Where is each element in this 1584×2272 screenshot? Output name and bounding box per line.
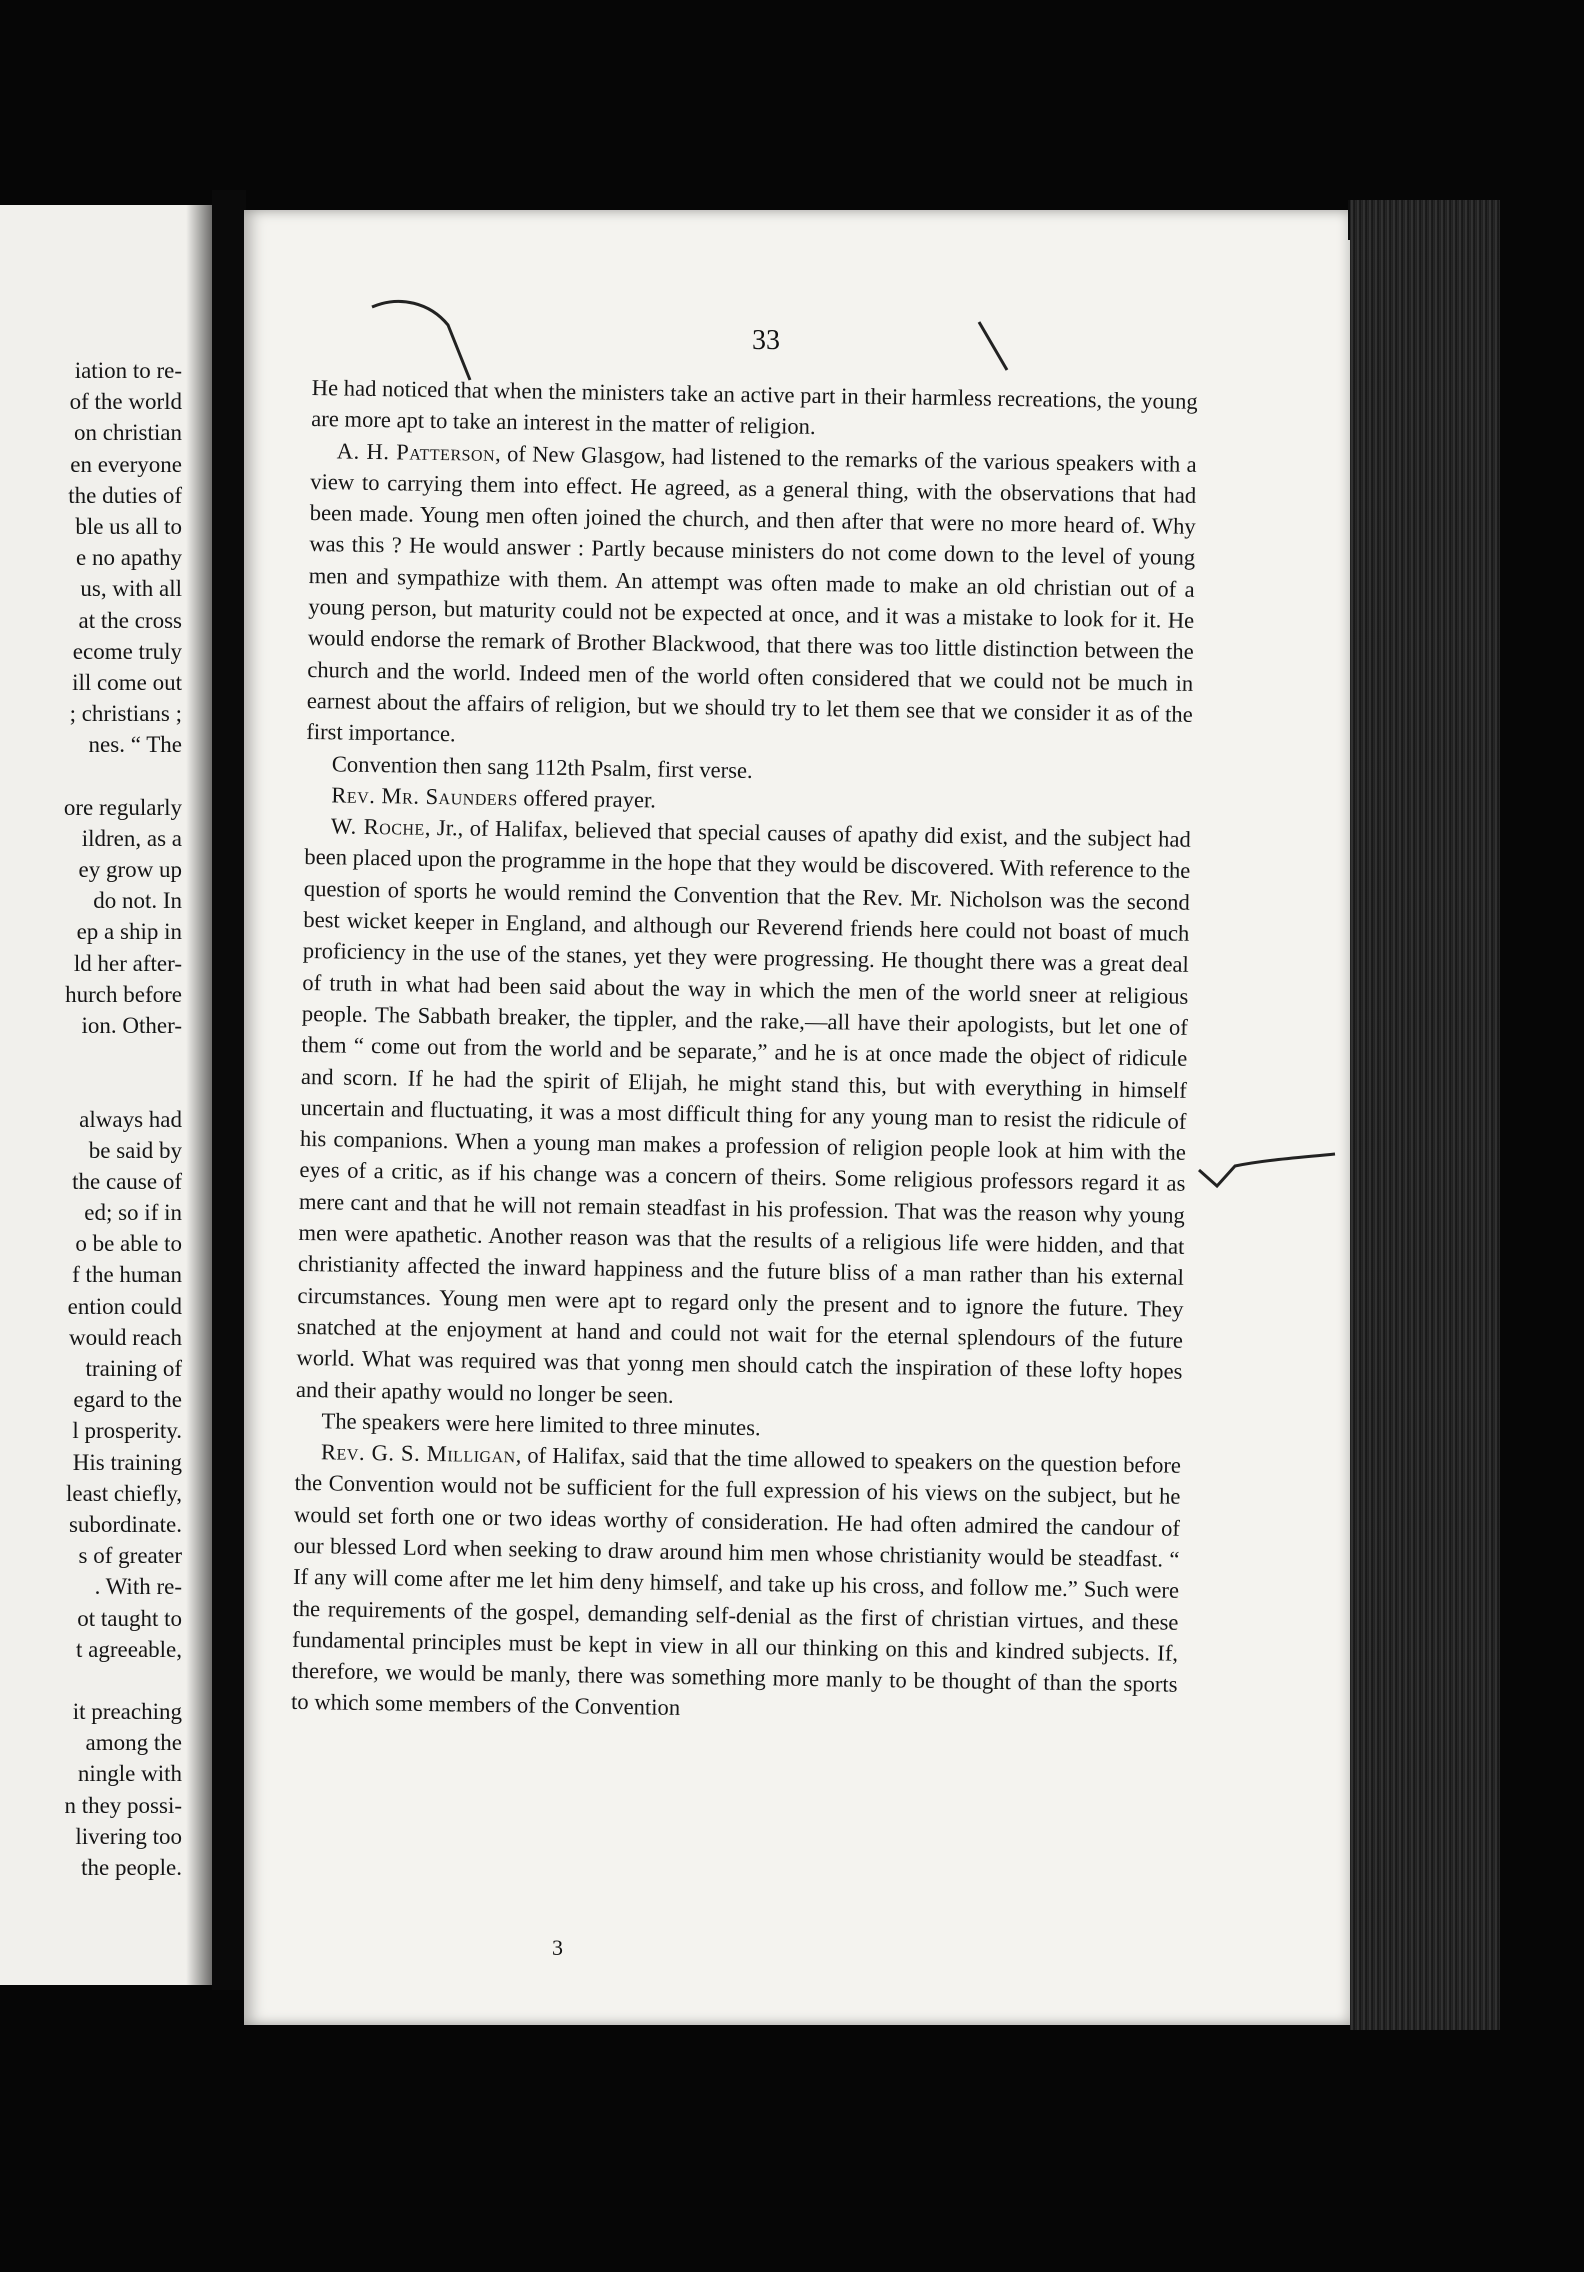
left-page-line: subordinate.: [68, 1511, 182, 1537]
left-page-line: f the human: [72, 1262, 182, 1288]
paragraph-text: , Jr., of Halifax, believed that special causes of apathy did exist, and the subject had been placed upon the programme in the hope that they would be discovered. With reference to the question of sports he would remind the Convention that the Rev. Mr. Nicholson was the second best wicket keeper in England, and although our Reverend friends here could not boast of much proficiency in the use of the stanes, yet they were progressing. He thought there was a great deal of truth in what had been said about the way in which the men of the world sneer at religious people. The Sabbath breaker, the tippler, and the rake,—all have their apologists, but let one of them “ come out from the world and be separate,” and he is at once made the object of ridicule and scorn. If he had the spirit of Elijah, he might stand this, but with everything in himself uncertain and fluctuating, it was a most difficult thing for any young man to resist the ridicule of his companions. When a young man makes a profession of religion people look at him with the eyes of a critic, as if his change was a concern of theirs. Some religious professors regard it as mere cant and that he will not remain steadfast in his profession. That was the reason why young men were apathetic. Another reason was that the results of a religious life were hidden, and that christianity affected the inward happiness and the future bliss of a man rather than his external circumstances. Young men were apt to regard only the present and to ignore the future. They snatched at the enjoyment at hand and could not wait for the eternal splendours of the future world. What was required was that yonng men should catch the inspiration of these lofty hopes and their apathy would no longer be seen.: [295, 814, 1191, 1408]
left-page-line: among the: [85, 1730, 182, 1756]
left-page-line: hurch before: [65, 981, 182, 1007]
left-page-line: at the cross: [78, 607, 182, 633]
left-page-line: t agreeable,: [76, 1636, 182, 1662]
paragraph-text: offered prayer.: [517, 785, 657, 813]
left-page-line: n they possi-: [64, 1792, 182, 1818]
left-page-line: us, with all: [80, 576, 182, 602]
left-page-line: egard to the: [73, 1387, 182, 1413]
left-page-line: ep a ship in: [76, 919, 182, 945]
page-number: 33: [752, 325, 780, 356]
left-page-line: [0, 1665, 182, 1696]
left-page-line: the people.: [81, 1855, 182, 1880]
left-page-line: ill come out: [72, 669, 182, 695]
left-page-line: ot taught to: [77, 1605, 182, 1631]
left-page-line: livering too: [75, 1823, 182, 1849]
left-page-line: ention could: [67, 1293, 182, 1319]
left-page-line: training of: [85, 1356, 182, 1381]
book-spine-gap: [212, 190, 246, 1990]
left-page-line: it preaching: [72, 1699, 182, 1725]
paragraph-text: , of New Glasgow, had listened to the remarks of the various speakers with a view to carrying them into effect. He agreed, as a general thing, with the observations that had been made. Young men often joined the church, and then after that were no more heard of. Why was this ? He would answer : Partly because ministers do not come down to the level of young men and sympathize with them. An attempt was often made to make an old christian out of a young person, but maturity could not be expected at once, and it was a mistake to look for it. He would endorse the remark of Brother Blackwood, that there was too little distinction between the church and the world. Indeed men of the world often considered that we could not be much in earnest about the affairs of religion, but we should try to let them see that we consider it as of the first importance.: [306, 440, 1197, 747]
speaker-name: W. Roche: [330, 813, 426, 840]
paragraph: [306, 435, 1197, 762]
left-page-line: ble us all to: [75, 513, 182, 539]
left-page-line: on christian: [74, 420, 182, 446]
left-page-line: ecome truly: [72, 638, 182, 664]
left-page-line: l prosperity.: [72, 1418, 182, 1444]
left-page-line: [0, 1072, 182, 1103]
left-page-line: ion. Other-: [81, 1012, 182, 1038]
left-page-line: o be able to: [75, 1231, 182, 1257]
pencil-mark-top-right: [975, 318, 1015, 378]
left-page-line: would reach: [68, 1324, 182, 1350]
left-page-line: s of greater: [78, 1543, 182, 1569]
left-page-line: ildren, as a: [81, 825, 182, 851]
left-page-line: e no apathy: [75, 545, 182, 571]
body-text: [291, 372, 1198, 1732]
left-page-line: en everyone: [70, 451, 182, 477]
signature-mark: 3: [552, 1935, 563, 1960]
left-page-line: least chiefly,: [65, 1480, 182, 1506]
paragraph-text: Convention then sang 112th Psalm, first verse.: [331, 750, 753, 783]
left-page-line: ningle with: [77, 1761, 182, 1787]
left-page-line: His training: [72, 1449, 182, 1475]
left-page-text: [0, 355, 182, 1883]
left-page-line: the cause of: [72, 1168, 182, 1194]
left-page-line: do not. In: [93, 888, 182, 914]
left-page-line: always had: [79, 1106, 182, 1132]
left-page-line: . With re-: [94, 1574, 182, 1600]
left-page-line: nes. “ The: [88, 732, 182, 758]
left-page-line: ed; so if in: [84, 1200, 182, 1226]
left-page-line: be said by: [88, 1137, 182, 1163]
gutter-shadow: [186, 205, 212, 1985]
left-page-line: ore regularly: [63, 794, 182, 820]
speaker-name: Rev. G. S. Milligan: [320, 1439, 516, 1468]
paragraph: [296, 810, 1191, 1418]
left-page-line: iation to re-: [74, 358, 182, 383]
left-facing-page: [0, 205, 212, 1985]
pencil-mark-margin: [1195, 1140, 1345, 1190]
paragraph-text: , of Halifax, said that the time allowed to speakers on the question before the Convention would not be sufficient for the full expression of his views on the subject, but he would set forth one or two ideas worthy of consideration. He had often admired the candour of our blessed Lord when seeking to draw around him men whose christianity would be steadfast. “ If any will come after me let him deny himself, and take up his cross, and follow me.” Such were the requirements of the gospel, demanding self-denial as the first of christian virtues, and these fundamental principles must be kept in view in all our thinking on this and kindred subjects. If, therefore, we would be manly, there was something more manly to be thought of than the sports to which some members of the Convention: [290, 1442, 1182, 1721]
paragraph-text: He had noticed that when the ministers take an active part in their harmless recreations, the young are more apt to take an interest in the matter of religion.: [311, 374, 1198, 440]
left-page-line: ld her after-: [73, 950, 182, 976]
paragraph: [291, 1436, 1181, 1732]
left-page-line: [0, 1041, 182, 1072]
left-page-line: [0, 760, 182, 791]
speaker-name: A. H. Patterson: [336, 437, 496, 466]
book-fore-edge: [1350, 200, 1500, 2030]
left-page-line: ; christians ;: [69, 701, 182, 727]
speaker-name: Rev. Mr. Saunders: [331, 782, 518, 811]
left-page-line: the duties of: [68, 482, 182, 508]
left-page-line: of the world: [69, 389, 182, 415]
paragraph-text: The speakers were here limited to three minutes.: [321, 1408, 761, 1440]
left-page-line: ey grow up: [78, 857, 182, 882]
